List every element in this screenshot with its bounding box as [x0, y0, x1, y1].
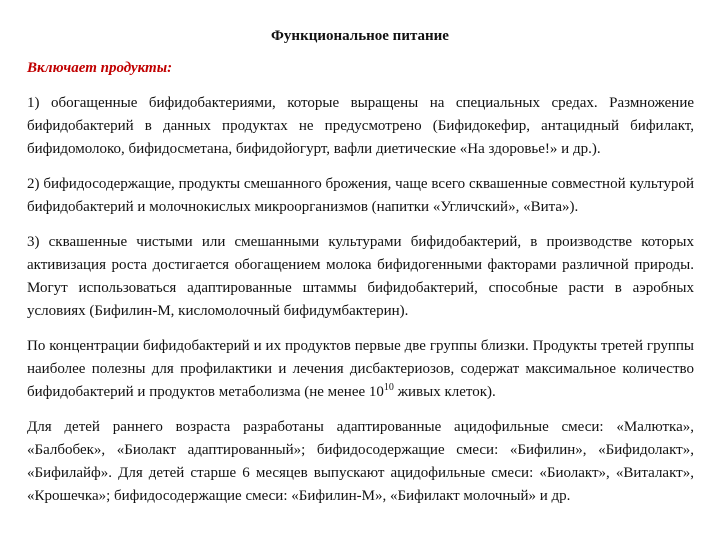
paragraph-bifido-enriched: 1) обогащенные бифидобактериями, которые выращены на специальных средах. Размножение бифидобактерий в данных продуктах не предусмотрено (Бифидокефир, антацидный бифилакт, бифидомолоко, бифидосметана, бифидойогурт, вафли диетические «На здоровье!» и др.). — [27, 95, 694, 157]
paragraph-concentration — [27, 335, 694, 404]
exponent: 10 — [383, 382, 394, 393]
slide-content — [27, 92, 694, 520]
paragraph-pure-cultures: 3) сквашенные чистыми или смешанными культурами бифидобактерий, в производстве которых активизация роста достигается обогащением молока бифидогенными факторами различной природы. Могут использоваться адаптированные штаммы бифидобактерий, способные расти в аэробных условиях (Бифилин-М, кисломолочный бифидумбактерин). — [27, 234, 694, 319]
paragraph-mixed-fermentation: 2) бифидосодержащие, продукты смешанного брожения, чаще всего сквашенные совместной культурой бифидобактерий и молочнокислых микроорганизмов (напитки «Угличский», «Вита»). — [27, 176, 694, 215]
paragraph-infant-formulas: Для детей раннего возраста разработаны адаптированные ацидофильные смеси: «Малютка», «Балбобек», «Биолакт адаптированный»; бифидосодержащие смеси: «Бифилин», «Бифидолакт», «Бифилайф». Для детей старше 6 месяцев выпускают ацидофильные смеси: «Биолакт», «Виталакт», «Крошечка»; бифидосодержащие смеси: «Бифилин-М», «Бифилакт молочный» и др. — [27, 419, 694, 504]
concentration-text-end: живых клеток). — [393, 384, 496, 400]
slide-title: Функциональное питание — [271, 28, 449, 44]
slide-subtitle: Включает продукты: — [27, 60, 173, 76]
concentration-text: По концентрации бифидобактерий и их продуктов первые две группы близки. Продукты третей группы наиболее полезны для профилактики и лечения дисбактериозов, содержат максимальное количество бифидобактерий и продуктов метаболизма (не менее 10 — [27, 338, 694, 400]
